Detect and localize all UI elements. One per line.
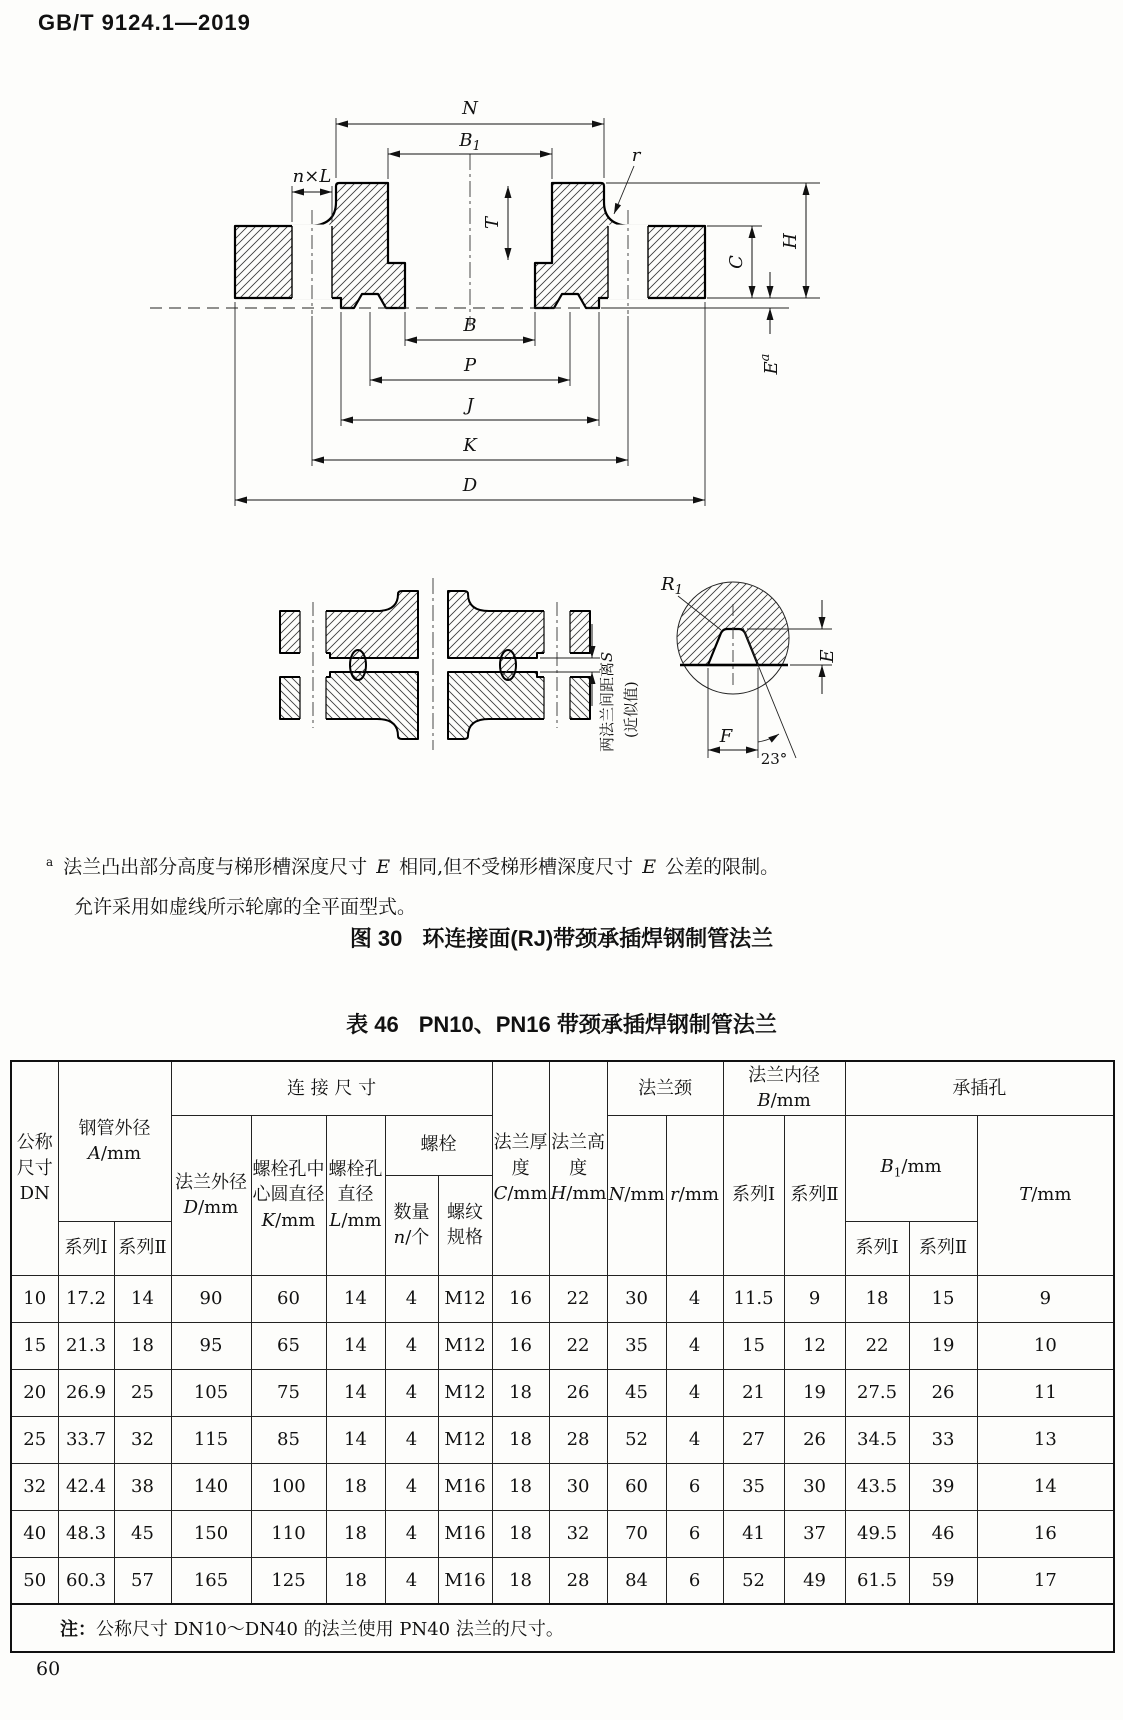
table-cell: 15 xyxy=(909,1275,977,1322)
table-title: PN10、PN16 带颈承插焊钢制管法兰 xyxy=(418,1012,777,1037)
col-header-flange-od: 法兰外径 D/mm xyxy=(171,1115,251,1275)
table-cell: 30 xyxy=(549,1463,607,1510)
table-row xyxy=(11,1557,1114,1604)
col-header-b1-series2: 系列Ⅱ xyxy=(909,1221,977,1275)
note-text: 公称尺寸 DN10～DN40 的法兰使用 PN40 法兰的尺寸。 xyxy=(96,1619,564,1640)
e-sup: a xyxy=(758,353,773,362)
gap-approx-label: (近似值) xyxy=(622,681,640,738)
table-cell: 18 xyxy=(492,1510,549,1557)
col-group-bore: 法兰内径 B/mm xyxy=(723,1061,845,1115)
footnote-text: 公差的限制。 xyxy=(659,856,780,878)
table-row xyxy=(11,1275,1114,1322)
col-header-a-series1: 系列Ⅰ xyxy=(58,1221,114,1275)
table-row xyxy=(11,1463,1114,1510)
table-cell: 49 xyxy=(784,1557,845,1604)
table-cell: 33.7 xyxy=(58,1416,114,1463)
table-number: 表 46 xyxy=(346,1012,399,1037)
table-cell: 34.5 xyxy=(845,1416,909,1463)
dimension-table-wrap xyxy=(10,1060,1115,1653)
col-group-connection: 连 接 尺 寸 xyxy=(171,1061,492,1115)
table-cell: 22 xyxy=(549,1275,607,1322)
b1-base: B xyxy=(459,130,473,151)
table-cell: 48.3 xyxy=(58,1510,114,1557)
main-section-view xyxy=(150,98,820,506)
table-cell: M12 xyxy=(438,1369,492,1416)
table-header xyxy=(11,1061,1114,1275)
table-cell: 4 xyxy=(385,1416,438,1463)
b1-sub: 1 xyxy=(472,139,481,154)
angle-label: 23° xyxy=(760,750,788,768)
assembly-view xyxy=(280,578,640,752)
table-cell: 11.5 xyxy=(723,1275,784,1322)
figure-caption xyxy=(0,922,1123,953)
table-cell: 4 xyxy=(666,1322,723,1369)
table-cell: 28 xyxy=(549,1557,607,1604)
table-row xyxy=(11,1416,1114,1463)
figure-title: 环连接面(RJ)带颈承插焊钢制管法兰 xyxy=(422,926,774,951)
table-cell: 15 xyxy=(11,1322,58,1369)
table-body xyxy=(11,1275,1114,1604)
col-header-thickness: 法兰厚度 C/mm xyxy=(492,1061,549,1275)
table-cell: 18 xyxy=(326,1463,385,1510)
table-cell: 9 xyxy=(977,1275,1114,1322)
table-cell: 22 xyxy=(549,1322,607,1369)
dim-label-K: K xyxy=(463,435,477,456)
table-cell: M16 xyxy=(438,1557,492,1604)
table-cell: 43.5 xyxy=(845,1463,909,1510)
dim-label-C: C xyxy=(726,255,747,269)
leader-r xyxy=(614,166,634,214)
gasket-ring-left xyxy=(350,650,366,680)
table-cell: 26 xyxy=(549,1369,607,1416)
table-cell: 4 xyxy=(385,1369,438,1416)
table-cell: 14 xyxy=(114,1275,171,1322)
figure-30-drawing xyxy=(0,58,1123,770)
table-cell: 16 xyxy=(492,1275,549,1322)
table-cell: 52 xyxy=(723,1557,784,1604)
angle-arc xyxy=(758,734,779,742)
var-E: E xyxy=(376,856,391,878)
footnote-text: 法兰凸出部分高度与梯形槽深度尺寸 xyxy=(63,856,374,878)
table-cell: 38 xyxy=(114,1463,171,1510)
dim-label-H: H xyxy=(780,233,801,249)
table-cell: 4 xyxy=(666,1275,723,1322)
col-group-socket: 承插孔 xyxy=(845,1061,1114,1115)
dim-label-B: B xyxy=(463,315,477,336)
table-cell: 14 xyxy=(326,1369,385,1416)
table-cell: 70 xyxy=(607,1510,666,1557)
table-cell: 125 xyxy=(251,1557,326,1604)
table-cell: 14 xyxy=(326,1416,385,1463)
dim-label-F: F xyxy=(719,726,733,747)
r1-sub: 1 xyxy=(674,583,683,598)
table-cell: M16 xyxy=(438,1463,492,1510)
dim-label-T: T xyxy=(482,216,503,230)
table-cell: 14 xyxy=(326,1322,385,1369)
col-header-a-series2: 系列Ⅱ xyxy=(114,1221,171,1275)
table-note-row xyxy=(11,1604,1114,1652)
table-cell: 18 xyxy=(326,1557,385,1604)
gasket-ring-right xyxy=(500,650,516,680)
table-cell: 85 xyxy=(251,1416,326,1463)
table-cell: 57 xyxy=(114,1557,171,1604)
dim-label-N: N xyxy=(462,98,478,119)
table-cell: 27 xyxy=(723,1416,784,1463)
table-caption xyxy=(0,1008,1123,1039)
dim-label-B1 xyxy=(458,130,481,154)
col-group-b1: $B_1/mm$ xyxy=(845,1115,977,1221)
table-cell: 6 xyxy=(666,1557,723,1604)
table-cell: 18 xyxy=(326,1510,385,1557)
figure-number: 图 30 xyxy=(349,926,403,951)
table-cell: 18 xyxy=(492,1416,549,1463)
table-cell: 4 xyxy=(385,1510,438,1557)
table-cell: 18 xyxy=(492,1369,549,1416)
table-cell: M16 xyxy=(438,1510,492,1557)
table-row xyxy=(11,1369,1114,1416)
dim-label-R1 xyxy=(660,574,683,598)
table-cell: 4 xyxy=(385,1275,438,1322)
table-cell: 61.5 xyxy=(845,1557,909,1604)
table-footer xyxy=(11,1604,1114,1652)
table-cell: 6 xyxy=(666,1463,723,1510)
table-cell: 32 xyxy=(549,1510,607,1557)
groove-detail-view xyxy=(660,574,838,768)
col-header-neck-r: r/mm xyxy=(666,1115,723,1275)
table-cell: 32 xyxy=(114,1416,171,1463)
table-cell: M12 xyxy=(438,1322,492,1369)
footnote-line2: 允许采用如虚线所示轮廓的全平面型式。 xyxy=(74,895,417,918)
table-cell: 35 xyxy=(607,1322,666,1369)
table-cell: 115 xyxy=(171,1416,251,1463)
table-cell: 105 xyxy=(171,1369,251,1416)
bolt-hole-right xyxy=(608,210,648,314)
table-cell: 26 xyxy=(909,1369,977,1416)
table-cell: 32 xyxy=(11,1463,58,1510)
table-cell: 35 xyxy=(723,1463,784,1510)
table-cell: 30 xyxy=(784,1463,845,1510)
table-cell: 45 xyxy=(607,1369,666,1416)
col-header-height: 法兰高度 H/mm xyxy=(549,1061,607,1275)
dim-label-P: P xyxy=(463,355,477,376)
table-cell: 10 xyxy=(977,1322,1114,1369)
table-cell: 65 xyxy=(251,1322,326,1369)
table-cell: 50 xyxy=(11,1557,58,1604)
col-header-bolt-qty: 数量 n/个 xyxy=(385,1175,438,1275)
gap-distance-label xyxy=(598,652,616,752)
table-cell: 4 xyxy=(385,1322,438,1369)
table-cell: 110 xyxy=(251,1510,326,1557)
dim-label-J: J xyxy=(466,395,474,416)
table-cell: 30 xyxy=(607,1275,666,1322)
col-header-bolt-circle: 螺栓孔中心圆直径 K/mm xyxy=(251,1115,326,1275)
table-cell: 46 xyxy=(909,1510,977,1557)
dim-label-r: r xyxy=(631,145,641,166)
table-cell: 90 xyxy=(171,1275,251,1322)
col-header-bore-series2: 系列Ⅱ xyxy=(784,1115,845,1275)
footnote-line1 xyxy=(46,848,1067,888)
col-header-pipe-od: 钢管外径 A/mm xyxy=(58,1061,171,1221)
table-cell: M12 xyxy=(438,1275,492,1322)
table-cell: 25 xyxy=(114,1369,171,1416)
table-cell: 52 xyxy=(607,1416,666,1463)
table-cell: 19 xyxy=(909,1322,977,1369)
col-header-bore-series1: 系列Ⅰ xyxy=(723,1115,784,1275)
table-cell: 60 xyxy=(251,1275,326,1322)
table-cell: 140 xyxy=(171,1463,251,1510)
table-cell: 14 xyxy=(326,1275,385,1322)
footnote-text: 相同,但不受梯形槽深度尺寸 xyxy=(393,856,640,878)
table-cell: 18 xyxy=(114,1322,171,1369)
table-cell: 21 xyxy=(723,1369,784,1416)
table-cell: 95 xyxy=(171,1322,251,1369)
table-cell: 9 xyxy=(784,1275,845,1322)
col-header-bolt-hole-dia: 螺栓孔直径 L/mm xyxy=(326,1115,385,1275)
table-cell: 60.3 xyxy=(58,1557,114,1604)
table-cell: 25 xyxy=(11,1416,58,1463)
table-cell: 42.4 xyxy=(58,1463,114,1510)
col-header-b1-series1: 系列Ⅰ xyxy=(845,1221,909,1275)
page-number: 60 xyxy=(36,1658,61,1680)
table-note xyxy=(11,1604,1114,1652)
table-cell: 4 xyxy=(666,1369,723,1416)
table-cell: 75 xyxy=(251,1369,326,1416)
table-cell: 150 xyxy=(171,1510,251,1557)
col-group-neck: 法兰颈 xyxy=(607,1061,723,1115)
table-cell: 18 xyxy=(845,1275,909,1322)
table-cell: 17 xyxy=(977,1557,1114,1604)
table-cell: 16 xyxy=(977,1510,1114,1557)
table-cell: 6 xyxy=(666,1510,723,1557)
table-row xyxy=(11,1322,1114,1369)
table-cell: M12 xyxy=(438,1416,492,1463)
table-cell: 26 xyxy=(784,1416,845,1463)
table-cell: 60 xyxy=(607,1463,666,1510)
table-cell: 16 xyxy=(492,1322,549,1369)
table-cell: 18 xyxy=(492,1463,549,1510)
bolt-hole-left xyxy=(292,210,332,314)
s-text: 两法兰间距离 xyxy=(598,661,616,752)
footnote-marker: a xyxy=(46,854,54,869)
table-cell: 26.9 xyxy=(58,1369,114,1416)
table-cell: 39 xyxy=(909,1463,977,1510)
table-cell: 17.2 xyxy=(58,1275,114,1322)
table-cell: 28 xyxy=(549,1416,607,1463)
table-cell: 41 xyxy=(723,1510,784,1557)
table-cell: 59 xyxy=(909,1557,977,1604)
var-E: E xyxy=(642,856,657,878)
table-cell: 13 xyxy=(977,1416,1114,1463)
col-header-dn: 公称尺寸 DN xyxy=(11,1061,58,1275)
table-cell: 4 xyxy=(385,1557,438,1604)
table-cell: 12 xyxy=(784,1322,845,1369)
col-header-thread: 螺纹规格 xyxy=(438,1175,492,1275)
r1-base: R xyxy=(661,574,675,595)
table-cell: 165 xyxy=(171,1557,251,1604)
table-cell: 19 xyxy=(784,1369,845,1416)
table-cell: 33 xyxy=(909,1416,977,1463)
table-cell: 20 xyxy=(11,1369,58,1416)
table-cell: 4 xyxy=(666,1416,723,1463)
table-cell: 4 xyxy=(385,1463,438,1510)
table-cell: 100 xyxy=(251,1463,326,1510)
table-cell: 11 xyxy=(977,1369,1114,1416)
standard-code: GB/T 9124.1—2019 xyxy=(38,10,251,35)
table-cell: 37 xyxy=(784,1510,845,1557)
table-cell: 10 xyxy=(11,1275,58,1322)
col-header-socket-t: T/mm xyxy=(977,1115,1114,1275)
dimension-table xyxy=(10,1060,1115,1653)
s-symbol: S xyxy=(598,651,616,662)
table-cell: 18 xyxy=(492,1557,549,1604)
dim-label-D: D xyxy=(462,475,478,496)
table-cell: 14 xyxy=(977,1463,1114,1510)
table-row xyxy=(11,1510,1114,1557)
table-cell: 22 xyxy=(845,1322,909,1369)
dim-label-Ea xyxy=(758,354,782,376)
note-label: 注： xyxy=(60,1619,96,1640)
table-cell: 27.5 xyxy=(845,1369,909,1416)
table-cell: 40 xyxy=(11,1510,58,1557)
col-group-bolt: 螺栓 xyxy=(385,1115,492,1175)
col-header-neck-n: N/mm xyxy=(607,1115,666,1275)
table-cell: 49.5 xyxy=(845,1510,909,1557)
table-cell: 21.3 xyxy=(58,1322,114,1369)
figure-footnote xyxy=(46,848,1067,928)
table-cell: 84 xyxy=(607,1557,666,1604)
e-base: E xyxy=(761,361,782,375)
dim-label-E2: E xyxy=(817,649,838,663)
table-cell: 15 xyxy=(723,1322,784,1369)
dim-label-nxL: n×L xyxy=(292,166,332,187)
table-cell: 45 xyxy=(114,1510,171,1557)
